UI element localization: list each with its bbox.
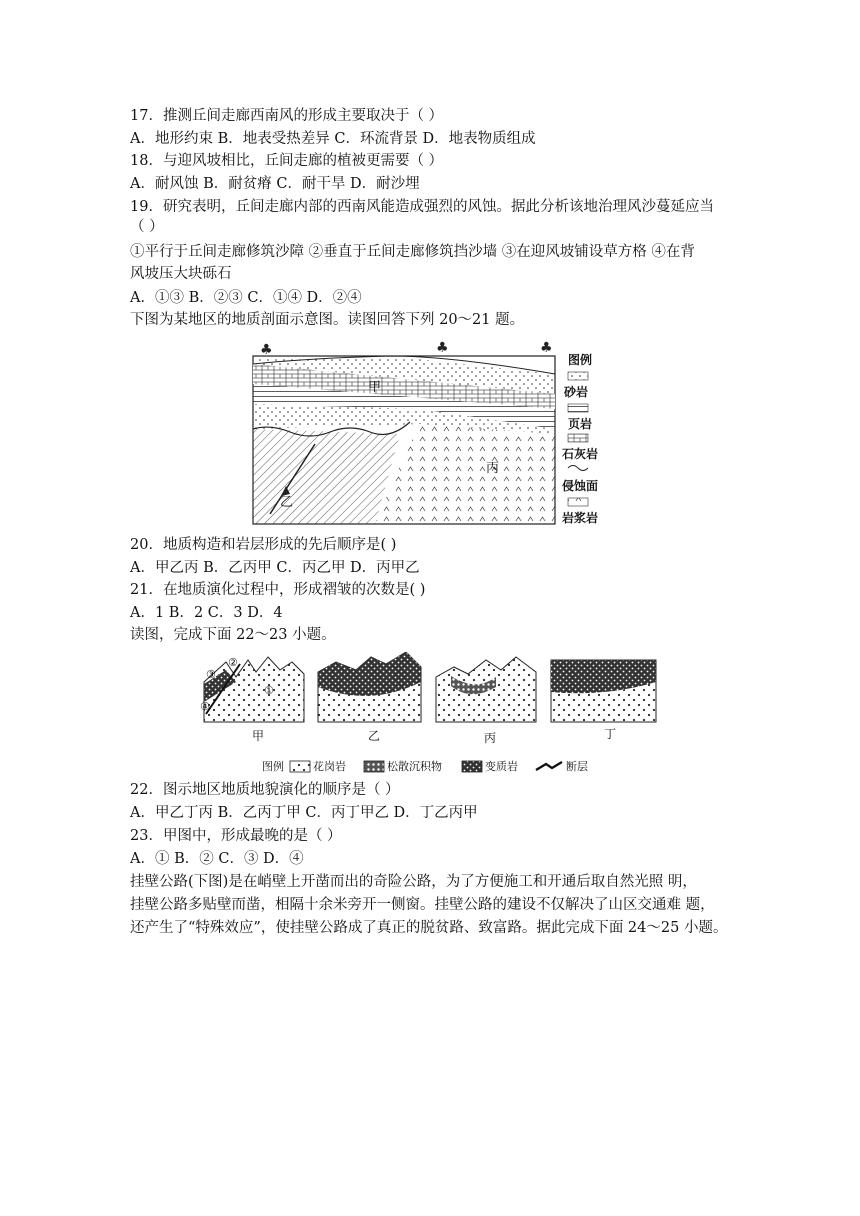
panel-ding: 丁 bbox=[604, 727, 617, 741]
label-yi: 乙 bbox=[280, 495, 294, 510]
geologic-section-figure bbox=[250, 334, 610, 528]
legend1-shale: 页岩 bbox=[568, 417, 593, 431]
panel-yi: 乙 bbox=[368, 729, 381, 743]
svg-text:♣: ♣ bbox=[260, 342, 273, 358]
q19-statements-line2: 风坡压大块砾石 bbox=[130, 266, 232, 282]
q17-question: 17．推测丘间走廊西南风的形成主要取决于（ ） bbox=[130, 108, 444, 124]
q21-options: A．1 B．2 C．3 D．4 bbox=[130, 605, 283, 621]
q21-question: 21．在地质演化过程中，形成褶皱的次数是( ) bbox=[130, 582, 426, 598]
legend1-sandstone: 砂岩 bbox=[564, 385, 589, 399]
intro-22-23: 读图，完成下面 22～23 小题。 bbox=[130, 627, 336, 643]
q20-options: A．甲乙丙 B．乙丙甲 C．丙乙甲 D．丙甲乙 bbox=[130, 560, 420, 576]
q18-options: A．耐风蚀 B．耐贫瘠 C．耐干旱 D．耐沙埋 bbox=[130, 176, 420, 192]
marker-3: ③ bbox=[206, 668, 216, 681]
q20-question: 20．地质构造和岩层形成的先后顺序是( ) bbox=[130, 537, 397, 553]
legend1-limestone: 石灰岩 bbox=[562, 447, 599, 461]
legend1-igneous: 岩浆岩 bbox=[562, 511, 599, 525]
legend2-meta: 变质岩 bbox=[485, 760, 518, 773]
marker-4: ④ bbox=[200, 700, 210, 713]
passage-line3: 还产生了“特殊效应”，使挂壁公路成了真正的脱贫路、致富路。据此完成下面 24～25 小题。 bbox=[130, 920, 728, 936]
marker-2: ② bbox=[228, 656, 238, 669]
legend1-erosion: 侵蚀面 bbox=[562, 479, 599, 493]
q18-question: 18．与迎风坡相比，丘间走廊的植被更需要（ ） bbox=[130, 153, 444, 169]
label-bing: 丙 bbox=[486, 461, 500, 476]
legend2-title: 图例 bbox=[262, 760, 284, 773]
svg-text:♣: ♣ bbox=[540, 340, 553, 356]
label-jia: 甲 bbox=[368, 380, 382, 395]
intro-20-21: 下图为某地区的地质剖面示意图。读图回答下列 20～21 题。 bbox=[130, 312, 525, 328]
geomorph-evolution-figure bbox=[196, 652, 666, 780]
q23-options: A．① B．② C．③ D．④ bbox=[130, 851, 304, 867]
marker-1: ① bbox=[264, 684, 274, 697]
legend2-fault: 断层 bbox=[566, 760, 588, 773]
passage-line1: 挂壁公路(下图)是在峭壁上开凿而出的奇险公路，为了方便施工和开通后取自然光照 明， bbox=[130, 874, 697, 890]
panel-jia: 甲 bbox=[252, 729, 265, 743]
q19-question-line1: 19．研究表明，丘间走廊内部的西南风能造成强烈的风蚀。据此分析该地治理风沙蔓延应当 bbox=[130, 199, 714, 215]
q17-options: A．地形约束 B．地表受热差异 C．环流背景 D．地表物质组成 bbox=[130, 131, 536, 147]
q19-question-line2: （ ） bbox=[130, 219, 164, 235]
passage-line2: 挂壁公路多贴壁而凿，相隔十余米旁开一侧窗。挂壁公路的建设不仅解决了山区交通难 题， bbox=[130, 897, 715, 913]
q19-statements-line1: ①平行于丘间走廊修筑沙障 ②垂直于丘间走廊修筑挡沙墙 ③在迎风坡铺设草方格 ④在背 bbox=[130, 244, 695, 260]
q22-question: 22．图示地区地质地貌演化的顺序是（ ） bbox=[130, 782, 400, 798]
q22-options: A．甲乙丁丙 B．乙丙丁甲 C．丙丁甲乙 D．丁乙丙甲 bbox=[130, 805, 478, 821]
q19-options: A．①③ B．②③ C．①④ D．②④ bbox=[130, 290, 362, 306]
legend1-title: 图例 bbox=[568, 353, 593, 367]
svg-text:♣: ♣ bbox=[436, 340, 449, 356]
q23-question: 23．甲图中，形成最晚的是（ ） bbox=[130, 828, 342, 844]
legend2-granite: 花岗岩 bbox=[313, 760, 346, 773]
panel-bing: 丙 bbox=[484, 731, 497, 745]
legend2-loose: 松散沉积物 bbox=[387, 760, 442, 773]
